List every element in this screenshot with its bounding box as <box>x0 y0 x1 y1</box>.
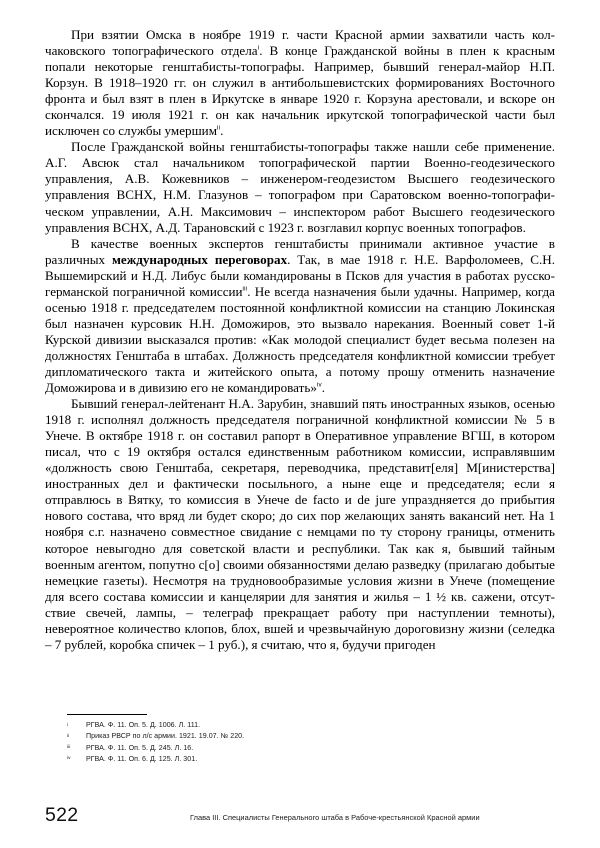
footnote-marker: ii <box>67 733 70 739</box>
footnote-marker: iii <box>67 745 71 751</box>
footnotes-section <box>67 714 537 765</box>
body-text-block <box>45 27 555 653</box>
footnote-marker: i <box>67 722 69 728</box>
footnote-item <box>67 720 537 731</box>
page-number: 522 <box>45 804 79 826</box>
paragraph-3-tail: . Не всегда назначения были удачны. Например, когда осенью 1918 г. председателем постоянной конфликтной комиссии на станцию Локинская был назначен курсовик Н.Н. Доможиров, это вызвало нарекания. Военный совет 1-й Курской дивизии высказался против: «Как молодой специалист будет весьма полезен на должностях Генштаба в штабах. Должность председателя конфликтной комиссии требует дипломатического такта и житейского опыта, а потому прошу отменить назначение Доможирова и в дивизию его не командировать» <box>45 283 555 396</box>
paragraph-1-tail2: . <box>220 123 224 139</box>
footnote-ref-i[interactable]: i <box>257 44 260 52</box>
paragraph-3-tail2: . <box>321 380 326 396</box>
footnote-marker: iv <box>67 756 71 762</box>
paragraph-2: После Гражданской войны генштабисты-топографы также нашли себе применение. А.Г. Авсюк стал начальником топографической партии Военно-геодезического управления, А.В. Кожевников – инженером-геодезистом Высшего геодезического управления ВСНХ, Н.М. Глазунов – топографом при Саратовском военно-топографическом управлении, А.Н. Максимович – инспектором работ Высшего геодезического управления ВСНХ, А.Д. Тарановский с 1923 г. возглавил корпус военных топографов. <box>45 139 555 235</box>
footnote-ref-ii[interactable]: ii <box>217 124 221 132</box>
footnote-ref-iii[interactable]: iii <box>242 285 248 293</box>
footnote-separator-rule <box>67 714 147 715</box>
footnote-ref-iv[interactable]: iv <box>316 381 322 389</box>
paragraph-3 <box>45 236 555 396</box>
footnote-item <box>67 754 537 765</box>
paragraph-1 <box>45 27 555 139</box>
footnote-text: РГВА. Ф. 11. Оп. 6. Д. 125. Л. 301. <box>86 754 198 763</box>
paragraph-3-mid: . Так, в мае 1918 г. Н.Е. Варфоломеев, С.Н. Вышемирский и Н.Д. Либус были командированы в Псков для участия в работах русско-германской пограничной комиссии <box>45 251 555 299</box>
keyword-emphasis: международных переговорах <box>111 251 288 267</box>
footnote-item <box>67 743 537 754</box>
footnote-text: РГВА. Ф. 11. Оп. 5. Д. 1006. Л. 111. <box>86 721 201 729</box>
footnote-item <box>67 731 537 742</box>
footnote-list <box>67 720 537 765</box>
footnote-text: РГВА. Ф. 11. Оп. 5. Д. 245. Л. 16. <box>86 743 194 752</box>
paragraph-1-lead: При взятии Омска в ноябре 1919 г. части Красной армии захватили часть колчаковского топографического отдела <box>45 27 555 59</box>
footnote-text: Приказ РВСР по л/с армии. 1921. 19.07. № 220. <box>86 732 245 741</box>
paragraph-4: Бывший генерал-лейтенант Н.А. Зарубин, знавший пять иностранных языков, осенью 1918 г. исполнял должность председателя пограничной конфликтной комиссии № 5 в Унече. В октябре 1918 г. он составил рапорт в Оперативное управление ВГШ, в котором писал, что с 19 октября остался единственным работником комиссии, исправлявшим «должность свою Генштаба, секретаря, переводчика, представит[еля] М[инистерства] иностранных дел и фактически посыльного, а ныне еще и председателя; если я отправлюсь в Вятку, то комиссия в Унече de facto и de jure упраздняется до прибытия нового состава, что вряд ли будет скоро; до сих пор желающих занять вакансий нет. На 1 ноября с.г. назначено совместное свидание с немцами по ту сторону границы, отменить которое невыгодно для советской власти и республики. Так как я, бывший тайным военным агентом, попутно с[о] своими обязанностями делаю разведку (прилагаю добытые немецкие газеты). Несмотря на трудновообразимые условия жизни в Унече (помещение для всего состава комиссии и канцелярии для занятия и жилья – 1 ½ кв. сажени, отсутствие свечей, лампы, – телеграф прекращает работу при наступлении темноты), невероятное количество клопов, блох, вшей и чрезвычайную дороговизну жизни (селедка – 7 рублей, коробка спичек – 1 руб.), я считаю, что я, будучи пригоден <box>45 396 555 652</box>
running-head: Глава III. Специалисты Генерального штаба в Рабоче-крестьянской Красной армии <box>190 813 480 822</box>
paragraph-1-tail: . В конце Гражданской войны в плен к красным попали некоторые генштабисты-топографы. Например, бывший генерал-майор Н.П. Корзун. В 1918–1920 гг. он служил в антибольшевистских формированиях Восточного фронта и был взят в плен в Иркутске в январе 1920 г. Корзуна арестовали, и вскоре он скончался. 19 июля 1921 г. он как начальник иркутской топографической части был исключен со службы умершим <box>45 43 556 139</box>
paragraph-3-pre: В качестве военных экспертов генштабисты принимали активное участие в различных <box>45 235 555 267</box>
